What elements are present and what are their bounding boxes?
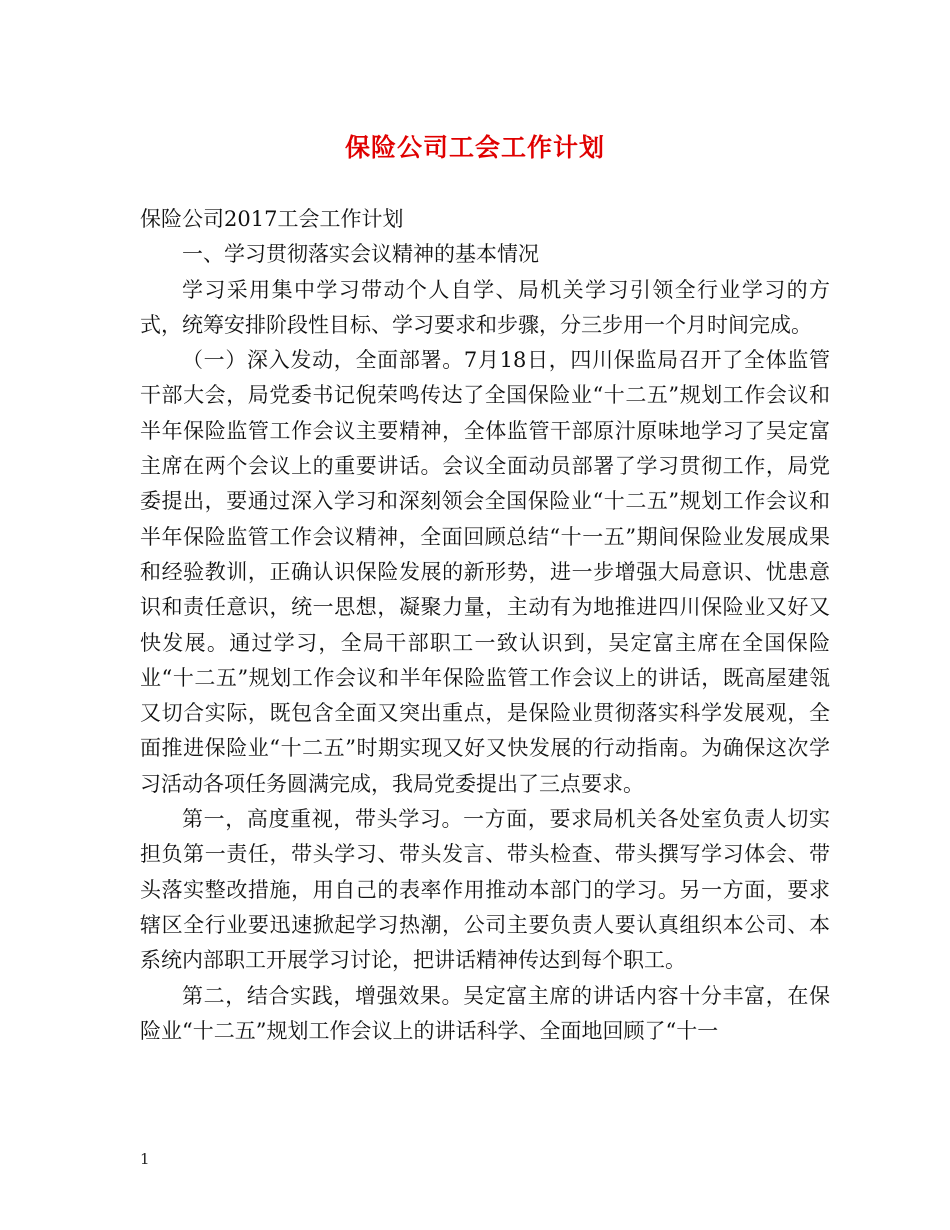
paragraph-section-heading: 一、学习贯彻落实会议精神的基本情况 xyxy=(182,242,539,267)
paragraph: （一）深入发动，全面部署。7月18日，四川保监局召开了全体监管干部大会，局党委书记倪荣鸣传达了全国保险业“十二五”规划工作会议和半年保险监管工作会议主要精神，全体监管干部原汁原味地学习了吴定富主席在两个会议上的重要讲话。会议全面动员部署了学习贯彻工作，局党委提出，要通过深入学习和深刻领会全国保险业“十二五”规划工作会议和半年保险监管工作会议精神，全面回顾总结“十一五”期间保险业发展成果和经验教训，正确认识保险发展的新形势，进一步增强大局意识、忧患意识和责任意识，统一思想，凝聚力量，主动有为地推进四川保险业又好又快发展。通过学习，全局干部职工一致认识到，吴定富主席在全国保险业“十二五”规划工作会议和半年保险监管工作会议上的讲话，既高屋建瓴又切合实际，既包含全面又突出重点，是保险业贯彻落实科学发展观，全面推进保险业“十二五”时期实现又好又快发展的行动指南。为确保这次学习活动各项任务圆满完成，我局党委提出了三点要求。 xyxy=(140,348,830,796)
paragraph: 第二，结合实践，增强效果。吴定富主席的讲话内容十分丰富，在保险业“十二五”规划工作会议上的讲话科学、全面地回顾了“十一 xyxy=(140,983,830,1043)
paragraph: 第一，高度重视，带头学习。一方面，要求局机关各处室负责人切实担负第一责任，带头学习、带头发言、带头检查、带头撰写学习体会、带头落实整改措施，用自己的表率作用推动本部门的学习。另一方面，要求辖区全行业要迅速掀起学习热潮，公司主要负责人要认真组织本公司、本系统内部职工开展学习讨论，把讲话精神传达到每个职工。 xyxy=(140,807,830,973)
document-body xyxy=(140,202,830,1049)
paragraph-subtitle: 保险公司2017工会工作计划 xyxy=(140,207,404,231)
paragraph: 学习采用集中学习带动个人自学、局机关学习引领全行业学习的方式，统筹安排阶段性目标、学习要求和步骤，分三步用一个月时间完成。 xyxy=(140,277,830,337)
page-number: 1 xyxy=(140,1150,150,1168)
document-title: 保险公司工会工作计划 xyxy=(344,133,605,162)
